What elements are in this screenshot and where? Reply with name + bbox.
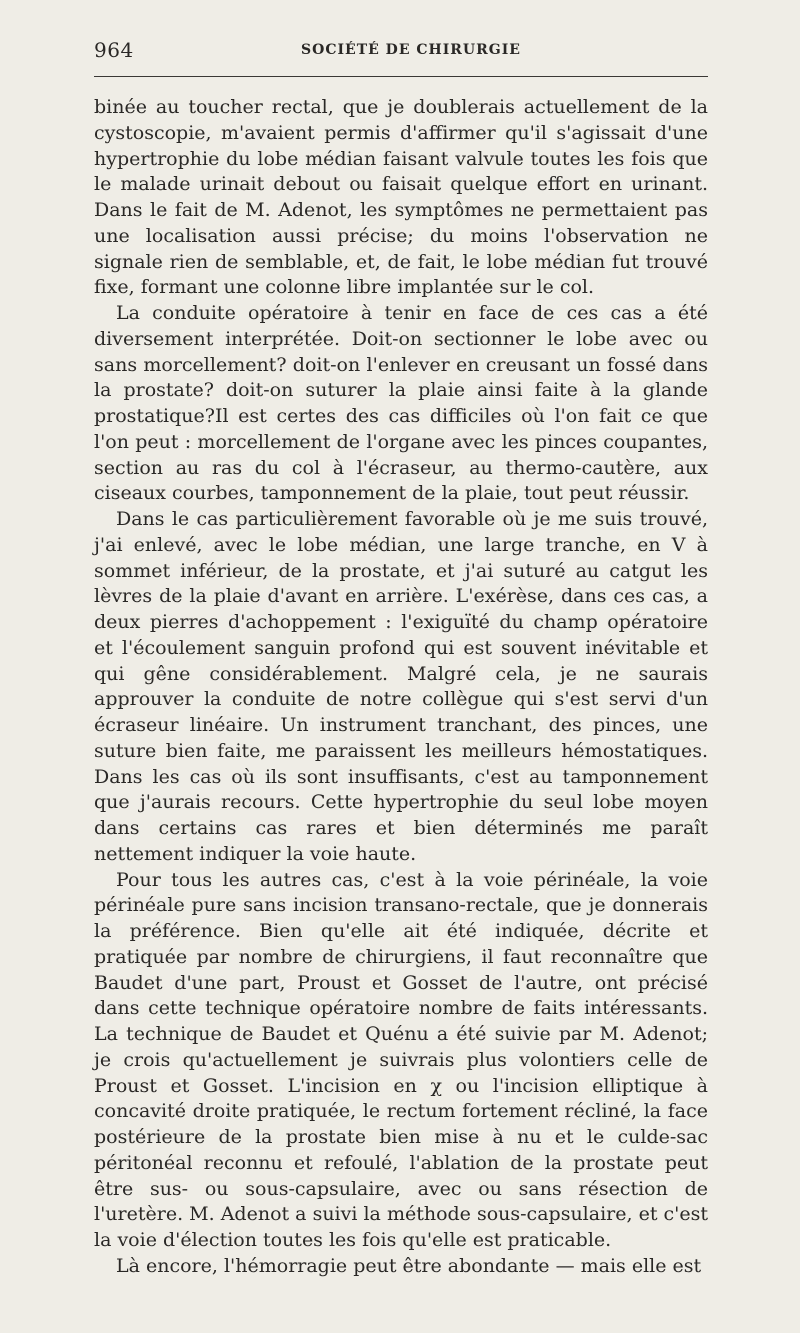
paragraph-4: Pour tous les autres cas, c'est à la voie périnéale, la voie périnéale pure sans incision transano-rectale, que je donnerais la préférence. Bien qu'elle ait été indiquée, décrite et pratiquée par nombre de chirurgiens, il faut reconnaître que Baudet d'une part, Proust et Gosset de l'autre, ont précisé dans cette technique opératoire nombre de faits intéressants. La technique de Baudet et Quénu a été suivie par M. Adenot; je crois qu'actuellement je suivrais plus volontiers celle de Proust et Gosset. L'incision en χ ou l'incision elliptique à concavité droite pratiquée, le rectum fortement récliné, la face postérieure de la prostate bien mise à nu et le culde-sac péritonéal reconnu et refoulé, l'ablation de la prostate peut être sus- ou sous-capsulaire, avec ou sans résection de l'uretère. M. Adenot a suivi la méthode sous-capsulaire, et c'est la voie d'élection toutes les fois qu'elle est praticable. <box>94 868 708 1251</box>
paragraph-5: Là encore, l'hémorragie peut être abondante — mais elle est <box>116 1254 702 1277</box>
page-number: 964 <box>94 38 134 62</box>
body-text <box>94 95 708 1280</box>
running-head: SOCIÉTÉ DE CHIRURGIE <box>301 42 521 58</box>
paragraph-1: binée au toucher rectal, que je doublerais actuellement de la cystoscopie, m'avaient permis d'affirmer qu'il s'agissait d'une hypertrophie du lobe médian faisant valvule toutes les fois que le malade urinait debout ou faisait quelque effort en urinant. Dans le fait de M. Adenot, les symptômes ne permettaient pas une localisation aussi précise; du moins l'observation ne signale rien de semblable, et, de fait, le lobe médian fut trouvé fixe, formant une colonne libre implantée sur le col. <box>94 96 708 299</box>
paragraph-2: La conduite opératoire à tenir en face de ces cas a été diversement interprétée. Doit-on sectionner le lobe avec ou sans morcellement? doit-on l'enlever en creusant un fossé dans la prostate? doit-on suturer la plaie ainsi faite à la glande prostatique?Il est certes des cas difficiles où l'on fait ce que l'on peut : morcellement de l'organe avec les pinces coupantes, section au ras du col à l'écraseur, au thermo-cautère, aux ciseaux courbes, tamponnement de la plaie, tout peut réussir. <box>94 302 708 505</box>
paragraph-3: Dans le cas particulièrement favorable où je me suis trouvé, j'ai enlevé, avec le lobe médian, une large tranche, en V à sommet inférieur, de la prostate, et j'ai suturé au catgut les lèvres de la plaie d'avant en arrière. L'exérèse, dans ces cas, a deux pierres d'achoppement : l'exiguïté du champ opératoire et l'écoulement sanguin profond qui est souvent inévitable et qui gêne considérablement. Malgré cela, je ne saurais approuver la conduite de notre collègue qui s'est servi d'un écraseur linéaire. Un instrument tranchant, des pinces, une suture bien faite, me paraissent les meilleurs hémostatiques. Dans les cas où ils sont insuffisants, c'est au tamponnement que j'aurais recours. Cette hypertrophie du seul lobe moyen dans certains cas rares et bien déterminés me paraît nettement indiquer la voie haute. <box>94 508 708 865</box>
header-rule <box>94 76 708 77</box>
page-header <box>94 38 708 66</box>
